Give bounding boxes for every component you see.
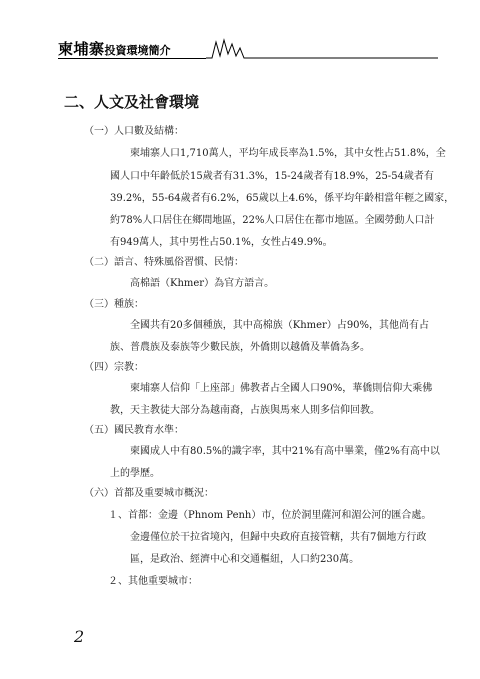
list-item-label: ２、其他重要城市：: [108, 576, 198, 587]
paragraph-line: 族、普農族及泰族等少數民族，外僑則以越僑及華僑為多。: [110, 342, 370, 353]
paragraph-line: 柬國成人中有80.5%的識字率，其中21%有高中畢業，僅2%有高中以: [130, 446, 440, 457]
page-number: 2: [74, 627, 85, 646]
subsection-heading-4: （四）宗教：: [84, 362, 144, 373]
paragraph-line: 柬埔寨人口1,710萬人，平均年成長率為1.5%，其中女性占51.8%，全: [130, 148, 446, 159]
paragraph-line: 區，是政治、經濟中心和交通樞紐，人口約230萬。: [130, 554, 360, 565]
list-item-label: １、首都：金邊（Phnom Penh）市，位於洞里薩河和湄公河的匯合處。: [108, 510, 432, 521]
paragraph-line: 全國共有20多個種族，其中高棉族（Khmer）占90%，其他尚有占: [130, 320, 430, 331]
paragraph-line: 上的學歷。: [110, 468, 160, 479]
paragraph-line: 高棉語（Khmer）為官方語言。: [130, 278, 275, 289]
paragraph-line: 柬埔寨人信仰「上座部」佛教者占全國人口90%，華僑則信仰大乘佛: [130, 383, 433, 394]
header-title-block: [58, 38, 171, 59]
paragraph-line: 約78%人口居住在鄉間地區，22%人口居住在都市地區。全國勞動人口計: [110, 215, 435, 226]
subsection-heading-6: （六）首都及重要城市概況：: [84, 488, 214, 499]
header-wave-ornament: [206, 38, 438, 60]
subsection-heading-5: （五）國民教育水準：: [84, 425, 184, 436]
paragraph-line: 有949萬人，其中男性占50.1%，女性占49.9%。: [110, 237, 333, 248]
subsection-heading-2: （二）語言、特殊風俗習慣、民情：: [84, 257, 244, 268]
paragraph-line: 國人口中年齡低於15歲者有31.3%，15-24歲者有18.9%，25-54歲者有: [110, 171, 434, 182]
header-subtitle: 投資環境簡介: [104, 44, 171, 57]
running-header: [58, 38, 438, 60]
subsection-heading-1: （一）人口數及結構：: [84, 126, 184, 137]
section-title: 二、人文及社會環境: [64, 93, 200, 111]
paragraph-line: 39.2%，55-64歲者有6.2%，65歲以上4.6%，係平均年齡相當年輕之國家，: [110, 193, 455, 204]
header-title: 柬埔寨: [58, 40, 105, 58]
header-rule: [58, 58, 206, 59]
paragraph-line: 教，天主教徒大部分為越南裔，占族與馬來人則多信仰回教。: [110, 405, 380, 416]
subsection-heading-3: （三）種族：: [84, 299, 144, 310]
paragraph-line: 金邊僅位於干拉省境內，但歸中央政府直接管轄，共有7個地方行政: [130, 532, 427, 543]
